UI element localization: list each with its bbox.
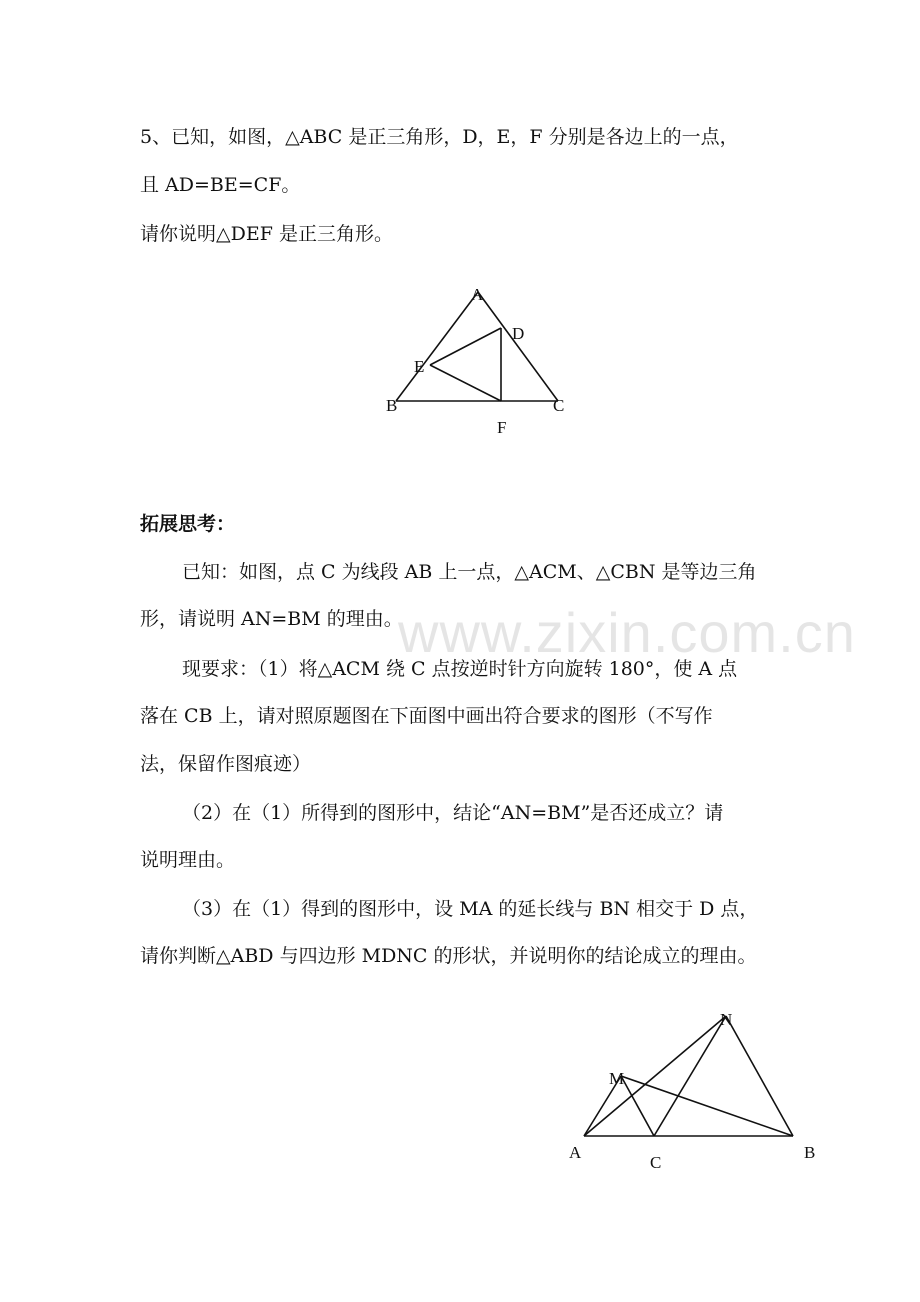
edge-cn xyxy=(654,1016,726,1136)
edge-nb xyxy=(726,1016,793,1136)
segment-bm xyxy=(621,1076,793,1136)
extension-p2-line3: 法，保留作图痕迹） xyxy=(140,753,312,775)
label-m: M xyxy=(609,1069,625,1088)
extension-p4-line1: （3）在（1）得到的图形中，设 MA 的延长线与 BN 相交于 D 点， xyxy=(182,898,759,920)
extension-p4-line2: 请你判断△ABD 与四边形 MDNC 的形状，并说明你的结论成立的理由。 xyxy=(140,945,757,967)
label-a: A xyxy=(471,285,484,304)
extension-p1-line1: 已知：如图，点 C 为线段 AB 上一点，△ACM、△CBN 是等边三角 xyxy=(182,561,757,583)
label-d: D xyxy=(512,324,525,343)
label-c2: C xyxy=(650,1153,662,1172)
problem5-line1: 5、已知，如图，△ABC 是正三角形，D，E，F 分别是各边上的一点， xyxy=(140,126,739,148)
label-e: E xyxy=(414,357,425,376)
label-n: N xyxy=(720,1010,733,1029)
problem5-line3: 请你说明△DEF 是正三角形。 xyxy=(140,223,393,245)
extension-p3-line1: （2）在（1）所得到的图形中，结论“AN=BM”是否还成立？请 xyxy=(182,802,724,824)
label-a2: A xyxy=(569,1143,582,1162)
extension-p1-line2: 形，请说明 AN=BM 的理由。 xyxy=(140,608,403,630)
extension-p3-line2: 说明理由。 xyxy=(140,849,236,871)
label-b: B xyxy=(386,396,398,415)
label-f: F xyxy=(497,418,507,437)
label-b2: B xyxy=(804,1143,816,1162)
extension-p2-line2: 落在 CB 上，请对照原题图在下面图中画出符合要求的图形（不写作 xyxy=(140,705,713,727)
label-c: C xyxy=(553,396,565,415)
watermark: www.zixin.com.cn xyxy=(398,601,856,664)
problem5-line2: 且 AD=BE=CF。 xyxy=(140,174,301,196)
extension-p2-line1: 现要求：（1）将△ACM 绕 C 点按逆时针方向旋转 180°，使 A 点 xyxy=(182,658,738,680)
extension-heading: 拓展思考： xyxy=(140,513,236,535)
segment-an xyxy=(584,1016,726,1136)
